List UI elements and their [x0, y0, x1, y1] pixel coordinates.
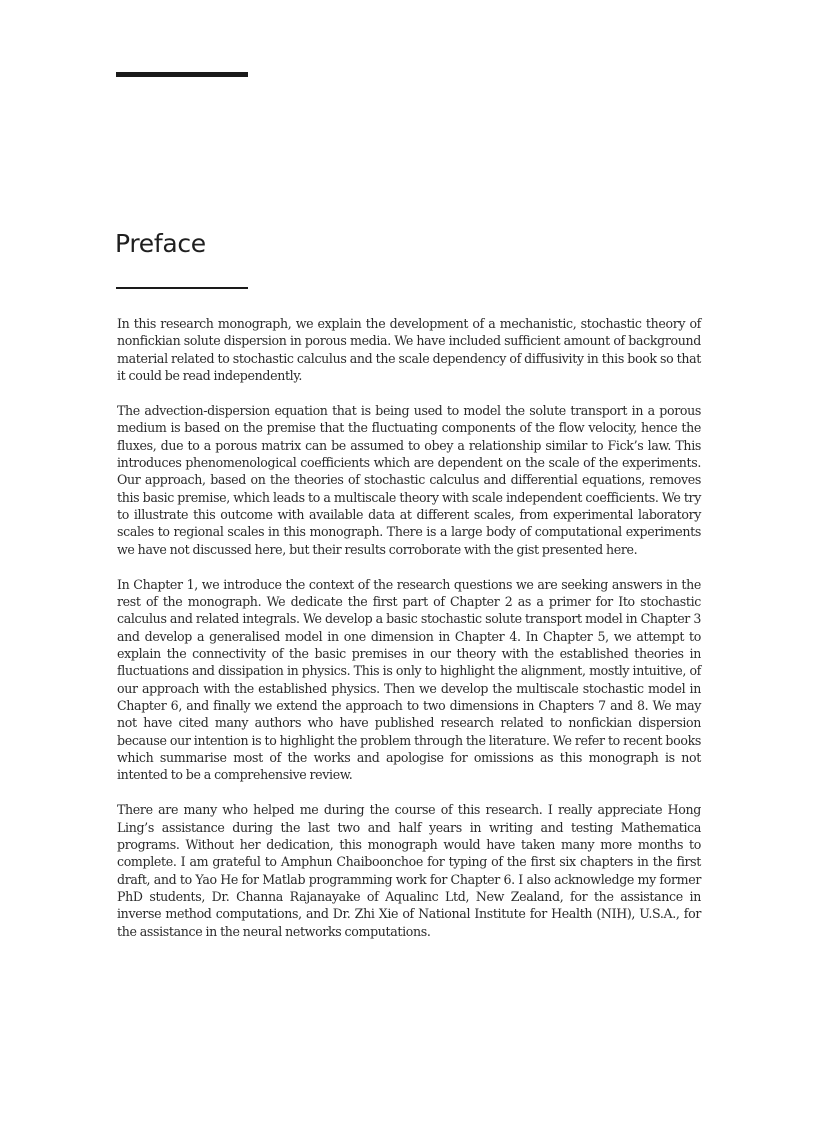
preface-body	[117, 315, 701, 958]
paragraph-chapter-overview: In Chapter 1, we introduce the context of the research questions we are seeking answers in the rest of the monograph. We dedicate the first part of Chapter 2 as a primer for Ito stochastic calculus and related integrals. We develop a basic stochastic solute transport model in Chapter 3 and develop a generalised model in one dimension in Chapter 4. In Chapter 5, we attempt to explain the connectivity of the basic premises in our theory with the established theories in fluctuations and dissipation in physics. This is only to highlight the alignment, mostly intuitive, of our approach with the established physics. Then we develop the multiscale stochastic model in Chapter 6, and finally we extend the approach to two dimensions in Chapters 7 and 8. We may not have cited many authors who have published research related to nonfickian dispersion because our intention is to highlight the problem through the literature. We refer to recent books which summarise most of the works and apologise for omissions as this monograph is not intented to be a comprehensive review.	[117, 576, 701, 783]
page-title: Preface	[115, 229, 206, 258]
title-underline-rule	[116, 287, 248, 289]
chapter-top-rule	[116, 72, 248, 77]
paragraph-acknowledgements: There are many who helped me during the course of this research. I really appreciate Hong Ling’s assistance during the last two and half years in writing and testing Mathematica programs. Without her dedication, this monograph would have taken many more months to complete. I am grateful to Amphun Chaiboonchoe for typing of the first six chapters in the first draft, and to Yao He for Matlab programming work for Chapter 6. I also acknowledge my former PhD students, Dr. Channa Rajanayake of Aqualinc Ltd, New Zealand, for the assistance in inverse method computations, and Dr. Zhi Xie of National Institute for Health (NIH), U.S.A., for the assistance in the neural networks computations.	[117, 802, 701, 939]
paragraph-advection-dispersion: The advection-dispersion equation that is being used to model the solute transport in a porous medium is based on the premise that the fluctuating components of the flow velocity, hence the fluxes, due to a porous matrix can be assumed to obey a relationship similar to Fick’s law. This introduces phenomenological coefficients which are dependent on the scale of the experiments. Our approach, based on the theories of stochastic calculus and differential equations, removes this basic premise, which leads to a multiscale theory with scale independent coefficients. We try to illustrate this outcome with available data at different scales, from experimental laboratory scales to regional scales in this monograph. There is a large body of computational experiments we have not discussed here, but their results corroborate with the gist presented here.	[117, 402, 701, 557]
paragraph-introduction: In this research monograph, we explain the development of a mechanistic, stochastic theory of nonfickian solute dispersion in porous media. We have included sufficient amount of background material related to stochastic calculus and the scale dependency of diffusivity in this book so that it could be read independently.	[117, 316, 701, 384]
